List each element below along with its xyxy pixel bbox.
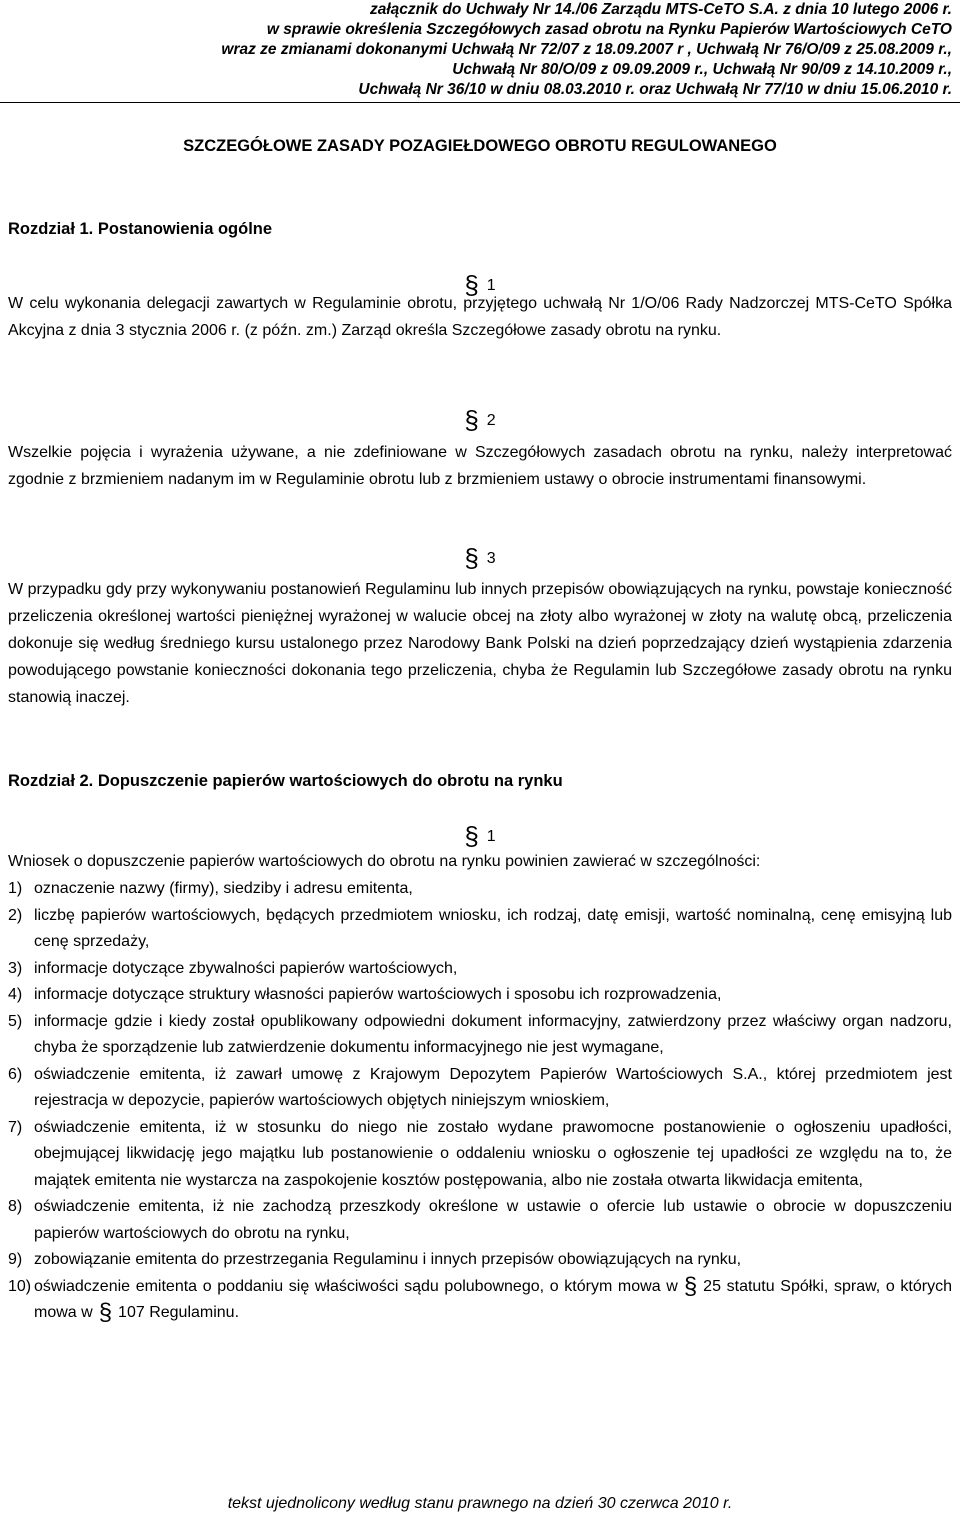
chapter-1-heading: Rozdział 1. Postanowienia ogólne bbox=[8, 220, 273, 238]
section-number: 2 bbox=[486, 412, 496, 429]
section-2-text: Wszelkie pojęcia i wyrażenia używane, a nie zdefiniowane w Szczegółowych zasadach obrotu na rynku, należy interpretować zgodnie z brzmieniem nadanym im w Regulaminie obrotu lub z brzmieniem ustawy o obrocie instrumentami finansowymi. bbox=[8, 444, 952, 488]
document-footer: tekst ujednolicony według stanu prawnego na dzień 30 czerwca 2010 r. bbox=[227, 1495, 733, 1512]
list-item: 6) oświadczenie emitenta, iż zawarł umowę z Krajowym Depozytem Papierów Wartościowych S.A., której przedmiotem jest rejestracja w depozycie, papierów wartościowych objętych niniejszym wnioskiem, bbox=[8, 1065, 952, 1109]
header-line-1: załącznik do Uchwały Nr 14./06 Zarządu MTS-CeTO S.A. z dnia 10 lutego 2006 r. bbox=[369, 1, 952, 18]
document-header bbox=[0, 0, 960, 103]
header-line-3: wraz ze zmianami dokonanymi Uchwałą Nr 72/07 z 18.09.2007 r , Uchwałą Nr 76/O/09 z 25.08.2009 r., bbox=[221, 41, 952, 58]
paragraph-symbol: § bbox=[464, 821, 479, 851]
list-item: 10) oświadczenie emitenta o poddaniu się właściwości sądu polubownego, o którym mowa w § 25 statutu Spółki, spraw, o których mowa w § 107 Regulaminu. bbox=[8, 1272, 952, 1326]
section-3-text: W przypadku gdy przy wykonywaniu postanowień Regulaminu lub innych przepisów obowiązujących na rynku, powstaje konieczność przeliczenia określonej wartości pieniężnej wyrażonej w walucie obcej na złoty albo wyrażonej w złoty na walutę obcą, przeliczenia dokonuje się według średniego kursu ustalonego przez Narodowy Bank Polski na dzień poprzedzający dzień wystąpienia zdarzenia powodującego powstanie konieczności dokonania tego przeliczenia, chyba że Regulamin lub Szczegółowe zasady obrotu na rynku stanowią inaczej. bbox=[8, 581, 952, 706]
list-item: 4) informacje dotyczące struktury własności papierów wartościowych i sposobu ich rozprowadzenia, bbox=[8, 986, 722, 1003]
chapter-2-section-1-mark bbox=[0, 821, 960, 851]
header-line-5: Uchwałą Nr 36/10 w dniu 08.03.2010 r. oraz Uchwałą Nr 77/10 w dniu 15.06.2010 r. bbox=[358, 81, 952, 98]
section-number: 3 bbox=[486, 550, 496, 567]
list-item: 9) zobowiązanie emitenta do przestrzegania Regulaminu i innych przepisów obowiązujących na rynku, bbox=[8, 1251, 742, 1268]
list-item: 5) informacje gdzie i kiedy został opublikowany odpowiedni dokument informacyjny, zatwierdzony przez właściwy organ nadzoru, chyba że sporządzenie lub zatwierdzenie dokumentu informacyjnego nie jest wymagane, bbox=[8, 1012, 952, 1056]
list-item: 2) liczbę papierów wartościowych, będących przedmiotem wniosku, ich rodzaj, datę emisji, wartość nominalną, cenę emisyjną lub cenę sprzedaży, bbox=[8, 906, 952, 950]
paragraph-symbol: § bbox=[464, 270, 479, 300]
section-number: 1 bbox=[486, 277, 496, 294]
section-2-mark bbox=[0, 405, 960, 435]
list-item: 8) oświadczenie emitenta, iż nie zachodzą przeszkody określone w ustawie o ofercie lub ustawie o obrocie w dopuszczeniu papierów wartościowych do obrotu na rynku, bbox=[8, 1198, 952, 1242]
section-3-mark bbox=[0, 543, 960, 573]
list-item: 1) oznaczenie nazwy (firmy), siedziby i adresu emitenta, bbox=[8, 880, 413, 897]
requirements-list bbox=[8, 876, 952, 1327]
section-1-text: W celu wykonania delegacji zawartych w Regulaminie obrotu, przyjętego uchwałą Nr 1/O/06 Rady Nadzorczej MTS-CeTO Spółka Akcyjna z dnia 3 stycznia 2006 r. (z późn. zm.) Zarząd określa Szczegółowe zasady obrotu na rynku. bbox=[8, 295, 952, 339]
paragraph-symbol: § bbox=[464, 405, 479, 435]
paragraph-symbol: § bbox=[98, 1299, 113, 1326]
paragraph-symbol: § bbox=[683, 1272, 698, 1300]
header-line-2: w sprawie określenia Szczegółowych zasad obrotu na Rynku Papierów Wartościowych CeTO bbox=[266, 21, 952, 38]
chapter-2-heading: Rozdział 2. Dopuszczenie papierów wartościowych do obrotu na rynku bbox=[8, 772, 563, 790]
chapter-2-section-1-intro: Wniosek o dopuszczenie papierów wartościowych do obrotu na rynku powinien zawierać w szczególności: bbox=[8, 853, 761, 870]
list-item: 3) informacje dotyczące zbywalności papierów wartościowych, bbox=[8, 959, 458, 977]
section-number: 1 bbox=[486, 828, 496, 845]
paragraph-symbol: § bbox=[464, 543, 479, 573]
list-item: 7) oświadczenie emitenta, iż w stosunku do niego nie zostało wydane prawomocne postanowienie o ogłoszeniu upadłości, obejmującej likwidację jego majątku lub postanowienie o oddaleniu wniosku o ogłoszenie tej upadłości ze względu na to, że majątek emitenta nie wystarcza na zaspokojenie kosztów postępowania, albo nie została otwarta likwidacja emitenta, bbox=[8, 1118, 952, 1189]
document-title: SZCZEGÓŁOWE ZASADY POZAGIEŁDOWEGO OBROTU REGULOWANEGO bbox=[183, 137, 777, 155]
header-line-4: Uchwałą Nr 80/O/09 z 09.09.2009 r., Uchwałą Nr 90/09 z 14.10.2009 r., bbox=[452, 61, 952, 78]
